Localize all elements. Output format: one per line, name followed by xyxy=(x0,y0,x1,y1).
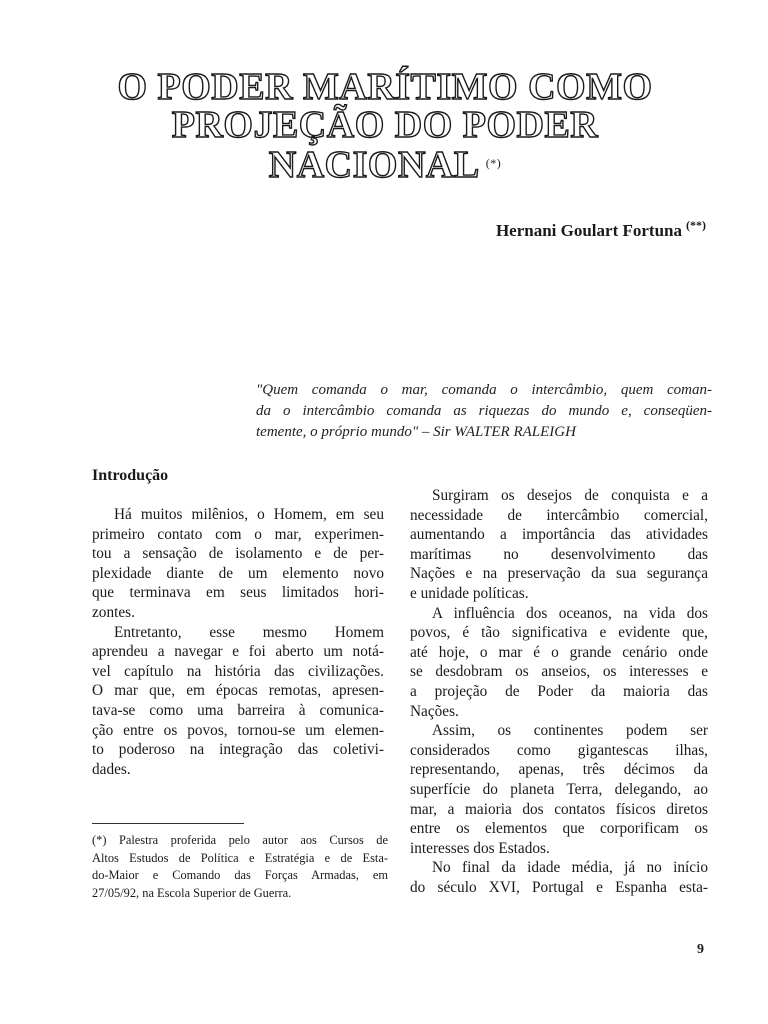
right-column xyxy=(410,486,708,897)
text-line: vel capítulo na história das civilizações. xyxy=(92,662,384,680)
text-line: to poderoso na integração das coletivi- xyxy=(92,741,384,759)
epigraph-line: da o intercâmbio comanda as riquezas do mundo e, conseqüen- xyxy=(256,403,712,419)
text-line: do século XVI, Portugal e Espanha esta- xyxy=(410,878,708,896)
text-line: A influência dos oceanos, na vida dos xyxy=(432,604,708,622)
text-line: Nações. xyxy=(410,702,459,720)
footnote-line: Altos Estudos de Política e Estratégia e de Esta- xyxy=(92,850,388,865)
text-line: necessidade de intercâmbio comercial, xyxy=(410,506,708,524)
text-line: até hoje, o mar é o grande cenário onde xyxy=(410,643,708,661)
title-note-marker: (*) xyxy=(485,156,502,170)
text-line: se desdobram os anseios, os interesses e xyxy=(410,663,708,681)
page-number: 9 xyxy=(697,942,704,957)
title-line-3 xyxy=(60,144,710,184)
article-title xyxy=(60,68,710,184)
text-line: Nações e na preservação da sua segurança xyxy=(410,565,708,583)
title-line-2: PROJEÇÃO DO PODER xyxy=(171,104,599,146)
footnote-line: do-Maior e Comando das Forças Armadas, em xyxy=(92,868,388,883)
author-name: Hernani Goulart Fortuna xyxy=(495,221,682,240)
title-line-1: O PODER MARÍTIMO COMO xyxy=(117,66,653,108)
text-line: povos, é tão significativa e evidente que, xyxy=(410,624,708,642)
text-line: aprendeu a navegar e foi aberto um notá- xyxy=(92,643,384,661)
footnote-divider xyxy=(92,823,244,824)
footnote xyxy=(92,832,388,902)
text-line: e unidade políticas. xyxy=(410,584,529,602)
text-line: Entretanto, esse mesmo Homem xyxy=(114,623,384,641)
epigraph-line: temente, o próprio mundo" – Sir WALTER RALEIGH xyxy=(256,424,576,440)
text-line: entre os elementos que corporificam os xyxy=(410,820,708,838)
footnote-line: (*) Palestra proferida pelo autor aos Cursos de xyxy=(92,833,388,847)
text-line: tou a sensação de isolamento e de per- xyxy=(92,545,384,563)
text-line: O mar que, em épocas remotas, apresen- xyxy=(92,682,384,700)
text-line: primeiro contato com o mar, experimen- xyxy=(92,525,384,543)
text-line: ção entre os povos, tornou-se um elemen- xyxy=(92,721,384,739)
text-line: aumentando a importância das atividades xyxy=(410,526,708,544)
title-line-3-text: NACIONAL xyxy=(268,144,480,186)
epigraph-line: "Quem comanda o mar, comanda o intercâmbio, quem coman- xyxy=(256,382,712,398)
text-line: No final da idade média, já no início xyxy=(432,859,708,877)
footnote-line: 27/05/92, na Escola Superior de Guerra. xyxy=(92,885,292,900)
text-line: Assim, os continentes podem ser xyxy=(432,722,708,740)
section-heading: Introdução xyxy=(92,467,169,484)
epigraph-quote xyxy=(256,380,712,443)
text-line: tava-se como uma barreira à comunica- xyxy=(92,701,384,719)
text-line: plexidade diante de um elemento novo xyxy=(92,564,384,582)
author-note-marker: (**) xyxy=(686,218,706,232)
text-line: marítimas no desenvolvimento das xyxy=(410,545,708,563)
text-line: Há muitos milênios, o Homem, em seu xyxy=(114,506,384,523)
text-line: considerados como gigantescas ilhas, xyxy=(410,741,708,759)
text-line: zontes. xyxy=(92,603,135,621)
text-line: superfície do planeta Terra, delegando, ao xyxy=(410,780,708,798)
left-column xyxy=(92,505,384,779)
text-line: dades. xyxy=(92,760,131,778)
text-line: mar, a maioria dos contatos físicos diretos xyxy=(410,800,708,818)
text-line: representando, apenas, três décimos da xyxy=(410,761,708,779)
text-line: interesses dos Estados. xyxy=(410,839,550,857)
author-byline xyxy=(496,218,706,241)
text-line: que terminava em seus limitados hori- xyxy=(92,584,384,602)
text-line: Surgiram os desejos de conquista e a xyxy=(432,487,708,504)
text-line: a projeção de Poder da maioria das xyxy=(410,682,708,700)
